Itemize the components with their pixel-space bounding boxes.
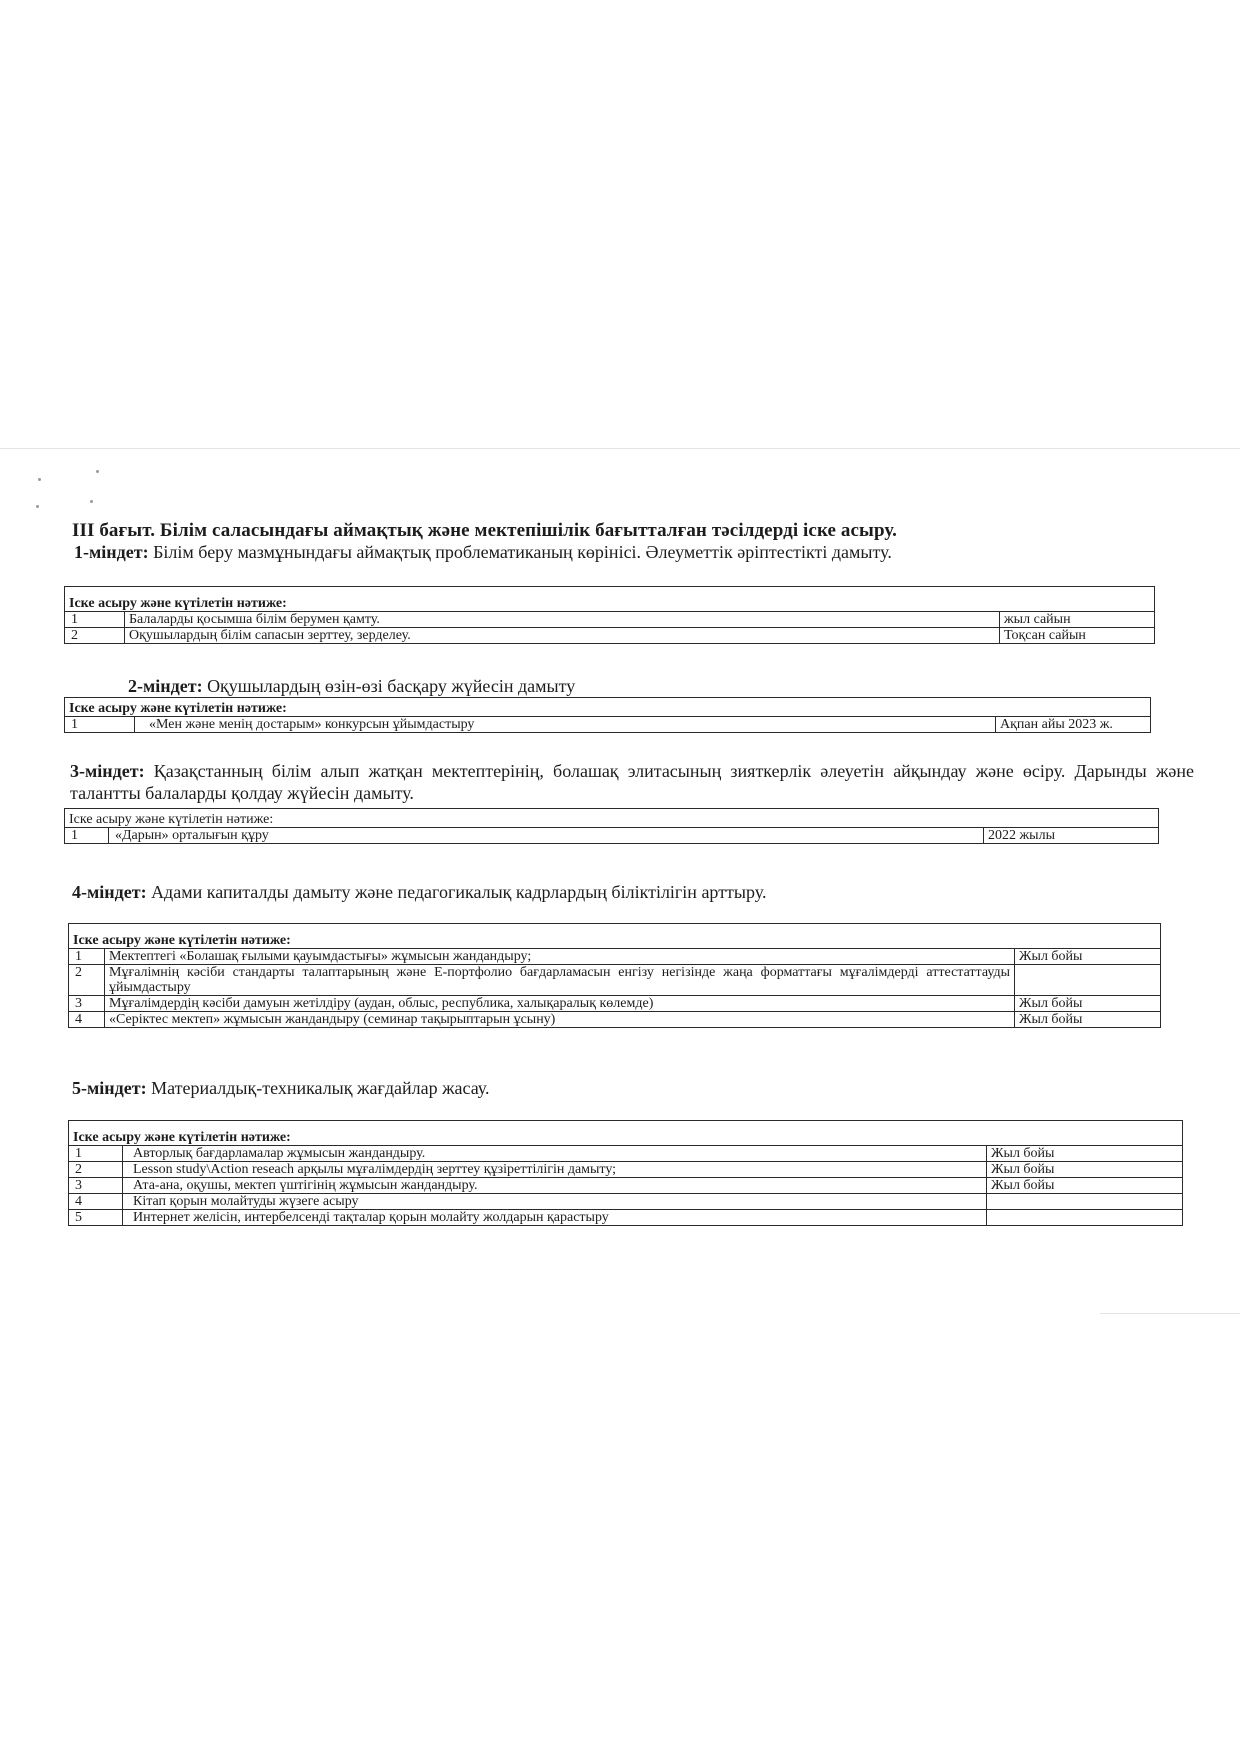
row-number: 1 [65, 612, 125, 628]
task-5-heading [72, 1078, 490, 1099]
task-1-heading [74, 542, 892, 563]
row-term: Жыл бойы [987, 1146, 1183, 1162]
table-header-row [69, 1121, 1183, 1146]
row-term: Жыл бойы [1015, 996, 1161, 1012]
table-row [69, 1146, 1183, 1162]
row-term: 2022 жылы [984, 828, 1159, 844]
task-3-table [64, 808, 1159, 844]
task-text: Білім беру мазмұнындағы аймақтық проблематиканың көрінісі. Әлеуметтік әріптестікті дамыту. [153, 542, 892, 562]
row-number: 4 [69, 1012, 105, 1028]
row-term [987, 1194, 1183, 1210]
row-term: Тоқсан сайын [1000, 628, 1155, 644]
table-row [69, 1012, 1161, 1028]
row-number: 2 [69, 965, 105, 996]
row-text: Мектептегі «Болашақ ғылыми қауымдастығы» жұмысын жандандыру; [105, 949, 1015, 965]
row-text: Авторлық бағдарламалар жұмысын жандандыру. [123, 1146, 987, 1162]
row-term [987, 1210, 1183, 1226]
table-header-row [65, 809, 1159, 828]
table-row [65, 612, 1155, 628]
table-row [69, 1210, 1183, 1226]
row-number: 5 [69, 1210, 123, 1226]
row-text: Интернет желісін, интербелсенді тақталар қорын молайту жолдарын қарастыру [123, 1210, 987, 1226]
row-text: «Мен және менің достарым» конкурсын ұйымдастыру [135, 717, 996, 733]
row-text: Кітап қорын молайтуды жүзеге асыру [123, 1194, 987, 1210]
task-3-heading [70, 760, 1194, 804]
scan-speck [38, 478, 41, 481]
table-header: Іске асыру және күтілетін нәтиже: [65, 587, 1155, 612]
task-label: 1-міндет: [74, 542, 149, 562]
table-header-row [65, 698, 1151, 717]
row-number: 1 [65, 717, 135, 733]
table-header: Іске асыру және күтілетін нәтиже: [65, 698, 1151, 717]
task-4-table [68, 923, 1161, 1028]
task-text: Материалдық-техникалық жағдайлар жасау. [151, 1078, 490, 1098]
task-5-table [68, 1120, 1183, 1226]
table-header: Іске асыру және күтілетін нәтиже: [65, 809, 1159, 828]
row-text: «Серіктес мектеп» жұмысын жандандыру (семинар тақырыптарын ұсыну) [105, 1012, 1015, 1028]
direction-label: III бағыт. [72, 520, 156, 541]
task-1-table [64, 586, 1155, 644]
row-text: Мұғалімдердің кәсіби дамуын жетілдіру (аудан, облыс, республика, халықаралық көлемде) [105, 996, 1015, 1012]
scan-speck [96, 470, 99, 473]
table-row [69, 949, 1161, 965]
row-number: 1 [65, 828, 109, 844]
task-2-table [64, 697, 1151, 733]
row-text: Балаларды қосымша білім берумен қамту. [125, 612, 1000, 628]
row-text: Lesson study\Action reseach арқылы мұғалімдердің зерттеу құзіреттілігін дамыту; [123, 1162, 987, 1178]
row-text: «Дарын» орталығын құру [109, 828, 984, 844]
task-label: 5-міндет: [72, 1078, 147, 1098]
row-number: 2 [69, 1162, 123, 1178]
table-row [65, 828, 1159, 844]
table-row [69, 965, 1161, 996]
direction-heading [72, 520, 897, 542]
table-row [69, 1178, 1183, 1194]
task-2-heading [128, 676, 575, 697]
row-text: Ата-ана, оқушы, мектеп үштігінің жұмысын жандандыру. [123, 1178, 987, 1194]
scan-speck [36, 505, 39, 508]
row-term [1015, 965, 1161, 996]
task-label: 3-міндет: [70, 761, 145, 781]
direction-title: Білім саласындағы аймақтық және мектепішілік бағытталған тәсілдерді іске асыру. [159, 520, 897, 541]
row-number: 3 [69, 1178, 123, 1194]
table-row [69, 1162, 1183, 1178]
row-text: Мұғалімнің кәсіби стандарты талаптарының және Е-портфолио бағдарламасын енгізу негізінде жаңа форматтағы мұғалімдерді аттестаттауды ұйымдастыру [105, 965, 1015, 996]
row-term: Жыл бойы [1015, 1012, 1161, 1028]
row-number: 4 [69, 1194, 123, 1210]
row-term: Жыл бойы [987, 1162, 1183, 1178]
row-number: 1 [69, 949, 105, 965]
table-row [65, 717, 1151, 733]
task-4-heading [72, 882, 766, 903]
table-row [69, 996, 1161, 1012]
table-header: Іске асыру және күтілетін нәтиже: [69, 1121, 1183, 1146]
task-label: 2-міндет: [128, 676, 203, 696]
row-term: Ақпан айы 2023 ж. [996, 717, 1151, 733]
table-header-row [69, 924, 1161, 949]
task-text: Адами капиталды дамыту және педагогикалық кадрлардың біліктілігін арттыру. [151, 882, 767, 902]
scan-speck [90, 500, 93, 503]
task-label: 4-міндет: [72, 882, 147, 902]
task-text: Оқушылардың өзін-өзі басқару жүйесін дамыту [207, 676, 576, 696]
table-row [65, 628, 1155, 644]
row-number: 3 [69, 996, 105, 1012]
task-text: Қазақстанның білім алып жатқан мектептерінің, болашақ элитасының зияткерлік әлеуетін айқындау және өсіру. Дарынды және талантты балаларды қолдау жүйесін дамыту. [70, 761, 1194, 803]
row-number: 1 [69, 1146, 123, 1162]
table-header: Іске асыру және күтілетін нәтиже: [69, 924, 1161, 949]
table-header-row [65, 587, 1155, 612]
row-term: Жыл бойы [987, 1178, 1183, 1194]
scan-top-edge [0, 448, 1240, 449]
row-number: 2 [65, 628, 125, 644]
scan-bottom-edge [1100, 1313, 1240, 1314]
row-term: жыл сайын [1000, 612, 1155, 628]
table-row [69, 1194, 1183, 1210]
row-term: Жыл бойы [1015, 949, 1161, 965]
row-text: Оқушылардың білім сапасын зерттеу, зерделеу. [125, 628, 1000, 644]
